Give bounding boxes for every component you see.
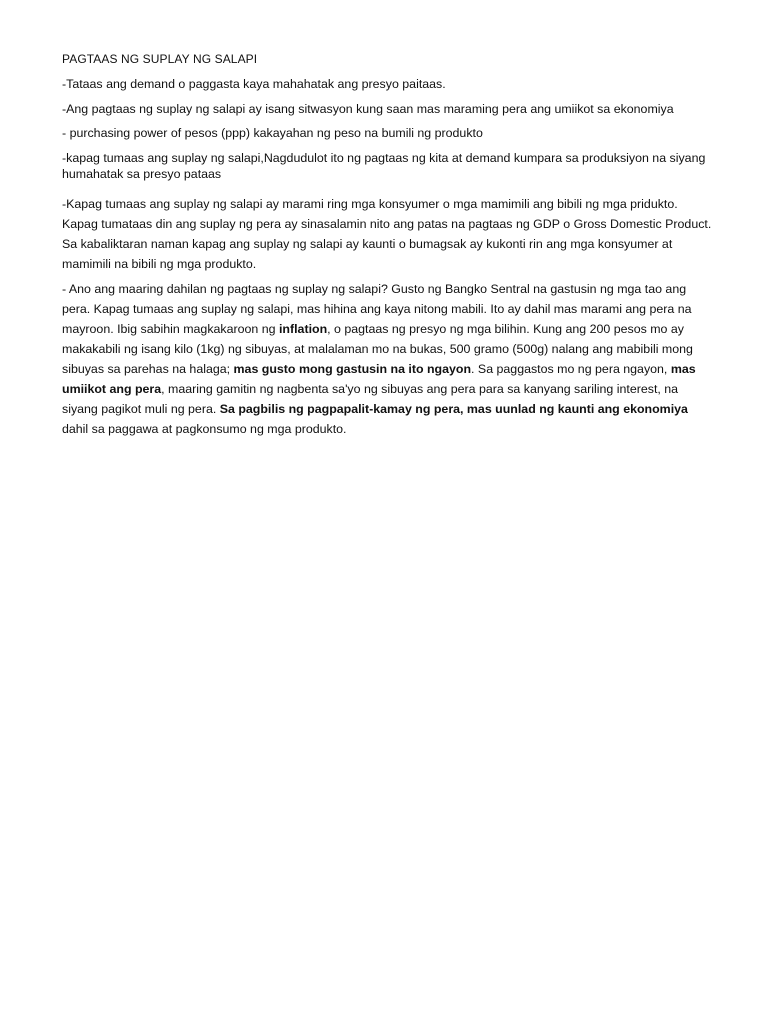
paragraph-inflation xyxy=(62,279,712,439)
bullet-line-effect: -kapag tumaas ang suplay ng salapi,Nagdudulot ito ng pagtaas ng kita at demand kumpara sa produksiyon na siyang humahatak sa presyo pataas xyxy=(62,150,706,181)
bullet-line-definition: -Ang pagtaas ng suplay ng salapi ay isang sitwasyon kung saan mas maraming pera ang umiikot sa ekonomiya xyxy=(62,101,674,116)
paragraph-text: - Ano ang maaring dahilan ng pagtaas ng suplay ng salapi? Gusto ng Bangko Sentral na gastusin ng mga tao ang pera. Kapag tumaas ang suplay ng salapi, mas hihina ang kaya nitong mabili. Ito ay dahil mas marami ang pera na mayroon. Ibig sabihin magkakaroon ng xyxy=(62,282,692,336)
bullet-line-demand: -Tataas ang demand o paggasta kaya mahahatak ang presyo paitaas. xyxy=(62,77,446,91)
paragraph-text: , o pagtaas ng presyo ng mga bilihin. Kung ang 200 pesos mo ay makakabili ng isang kilo (1kg) ng sibuyas, at malalaman mo na bukas, 500 gramo (500g) nalang ang mabibili mong sibuyas sa parehas na halaga; xyxy=(62,322,693,376)
bold-phrase-economy-grows: Sa pagbilis ng pagpapalit-kamay ng pera, mas uunlad ng kaunti ang ekonomiya xyxy=(219,402,688,416)
paragraph-text: dahil sa paggawa at pagkonsumo ng mga produkto. xyxy=(62,422,347,436)
bold-term-inflation: inflation xyxy=(278,322,328,336)
document-page xyxy=(62,52,712,444)
bullet-line-ppp: - purchasing power of pesos (ppp) kakayahan ng peso na bumili ng produkto xyxy=(62,126,483,140)
paragraph-consumers: -Kapag tumaas ang suplay ng salapi ay marami ring mga konsyumer o mga mamimili ang bibili ng mga pridukto. Kapag tumataas din ang suplay ng pera ay sinasalamin nito ang patas na pagtaas ng GDP o Gross Domestic Product. Sa kabaliktaran naman kapag ang suplay ng salapi ay kaunti o bumagsak ay kukonti rin ang mga konsyumer at mamimili na bibili ng mga produkto. xyxy=(62,197,712,271)
document-title: PAGTAAS NG SUPLAY NG SALAPI xyxy=(62,52,258,66)
bold-phrase-spend-now: mas gusto mong gastusin na ito ngayon xyxy=(233,362,472,376)
paragraph-text: , maaring gamitin ng nagbenta sa'yo ng sibuyas ang pera para sa kanyang sariling interest, na siyang pagikot muli ng pera. xyxy=(62,382,679,416)
paragraph-text: . Sa paggastos mo ng pera ngayon, xyxy=(471,362,671,376)
bold-phrase-money-circulates: mas umiikot ang pera xyxy=(62,362,696,396)
